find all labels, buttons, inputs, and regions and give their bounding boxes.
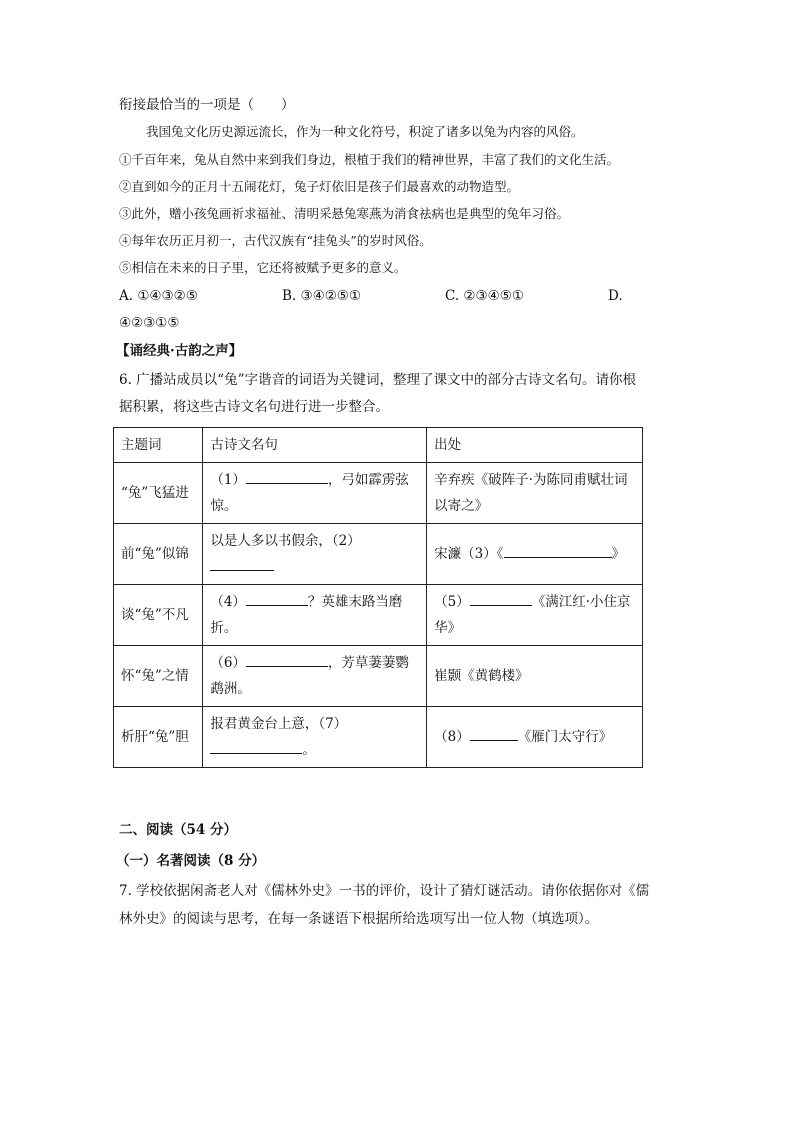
table-header-row <box>114 428 643 463</box>
source-suffix: 《满江红·小住京华》 <box>434 594 631 636</box>
answer-blank-1[interactable] <box>246 469 328 484</box>
quote-suffix: ？英雄末路当磨折。 <box>210 594 403 636</box>
part-2-heading: 二、阅读（54 分） <box>119 822 237 838</box>
quote-prefix: 报君黄金台上意，（7） <box>210 716 348 732</box>
answer-blank-4[interactable] <box>246 591 308 606</box>
quote-suffix: 。 <box>302 742 316 758</box>
question-7-line-1: 7. 学校依据闲斋老人对《儒林外史》一书的评价，设计了猜灯谜活动。请你依据你对《儒 <box>119 883 650 899</box>
quote-suffix: ，弓如霹雳弦惊。 <box>210 472 409 514</box>
quote-prefix: （6） <box>210 655 246 671</box>
option-a: A. ①④③②⑤ <box>119 288 198 304</box>
theme-cell: “兔”飞猛进 <box>114 463 203 524</box>
question-7-line-2: 林外史》的阅读与思考，在每一条谜语下根据所给选项写出一位人物（填选项）。 <box>119 911 599 927</box>
quote-cell <box>203 524 427 585</box>
answer-blank-3[interactable] <box>504 543 612 558</box>
passage-sentence-3: ③此外，赠小孩兔画祈求福祉、清明采悬兔寒燕为消食祛病也是典型的兔年习俗。 <box>119 206 570 221</box>
question-6-line-1: 6. 广播站成员以“兔”字谐音的词语为关键词，整理了课文中的部分古诗文名句。请你根 <box>119 372 636 388</box>
table-row <box>114 585 643 646</box>
quote-cell <box>203 585 427 646</box>
quote-prefix: （4） <box>210 594 246 610</box>
theme-cell: 谈“兔”不凡 <box>114 585 203 646</box>
source-suffix: 》 <box>611 546 626 562</box>
question-6-line-2: 据积累，将这些古诗文名句进行进一步整合。 <box>119 399 389 415</box>
header-source: 出处 <box>427 428 643 463</box>
answer-blank-7[interactable] <box>210 739 302 754</box>
passage-intro: 我国兔文化历史源远流长，作为一种文化符号，积淀了诸多以兔为内容的风俗。 <box>146 124 584 139</box>
part-2-subheading: （一）名著阅读（8 分） <box>116 853 266 869</box>
answer-blank-5[interactable] <box>470 591 532 606</box>
source-suffix: 《雁门太守行》 <box>517 729 613 745</box>
table-row <box>114 524 643 585</box>
table-row <box>114 646 643 707</box>
option-c: C. ②③④⑤① <box>445 288 524 304</box>
theme-cell: 前“兔”似锦 <box>114 524 203 585</box>
option-b: B. ③④②⑤① <box>282 288 362 304</box>
header-theme: 主题词 <box>114 428 203 463</box>
source-prefix: （8） <box>434 729 470 745</box>
option-d-label: D. <box>608 288 623 304</box>
section-heading: 【诵经典·古韵之声】 <box>116 343 243 359</box>
quote-cell <box>203 646 427 707</box>
source-prefix: 宋濂（3）《 <box>434 546 504 562</box>
source-cell: 崔颢《黄鹤楼》 <box>427 646 643 707</box>
poem-table <box>113 427 643 768</box>
source-cell <box>427 585 643 646</box>
passage-sentence-4: ④每年农历正月初一，古代汉族有“挂兔头”的岁时风俗。 <box>119 233 432 248</box>
passage-sentence-2: ②直到如今的正月十五闹花灯，兔子灯依旧是孩子们最喜欢的动物造型。 <box>119 179 520 194</box>
source-cell <box>427 707 643 768</box>
question-5-tail: 衔接最恰当的一项是（ ） <box>119 97 295 113</box>
passage-sentence-5: ⑤相信在未来的日子里，它还将被赋予更多的意义。 <box>119 260 407 275</box>
option-d-value: ④②③①⑤ <box>119 315 180 331</box>
header-quote: 古诗文名句 <box>203 428 427 463</box>
answer-blank-6[interactable] <box>246 652 328 667</box>
quote-prefix: 以是人多以书假余，（2） <box>210 533 361 549</box>
source-cell: 辛弃疾《破阵子·为陈同甫赋壮词以寄之》 <box>427 463 643 524</box>
answer-blank-2[interactable] <box>210 556 274 571</box>
quote-suffix: ，芳草萋萋鹦鹉洲。 <box>210 655 409 697</box>
source-prefix: （5） <box>434 594 470 610</box>
quote-prefix: （1） <box>210 472 246 488</box>
source-cell <box>427 524 643 585</box>
theme-cell: 析肝“兔”胆 <box>114 707 203 768</box>
theme-cell: 怀“兔”之情 <box>114 646 203 707</box>
quote-cell <box>203 707 427 768</box>
quote-cell <box>203 463 427 524</box>
table-row <box>114 707 643 768</box>
passage-sentence-1: ①千百年来，兔从自然中来到我们身边，根植于我们的精神世界，丰富了我们的文化生活。 <box>119 152 620 167</box>
table-row <box>114 463 643 524</box>
answer-blank-8[interactable] <box>470 726 518 741</box>
